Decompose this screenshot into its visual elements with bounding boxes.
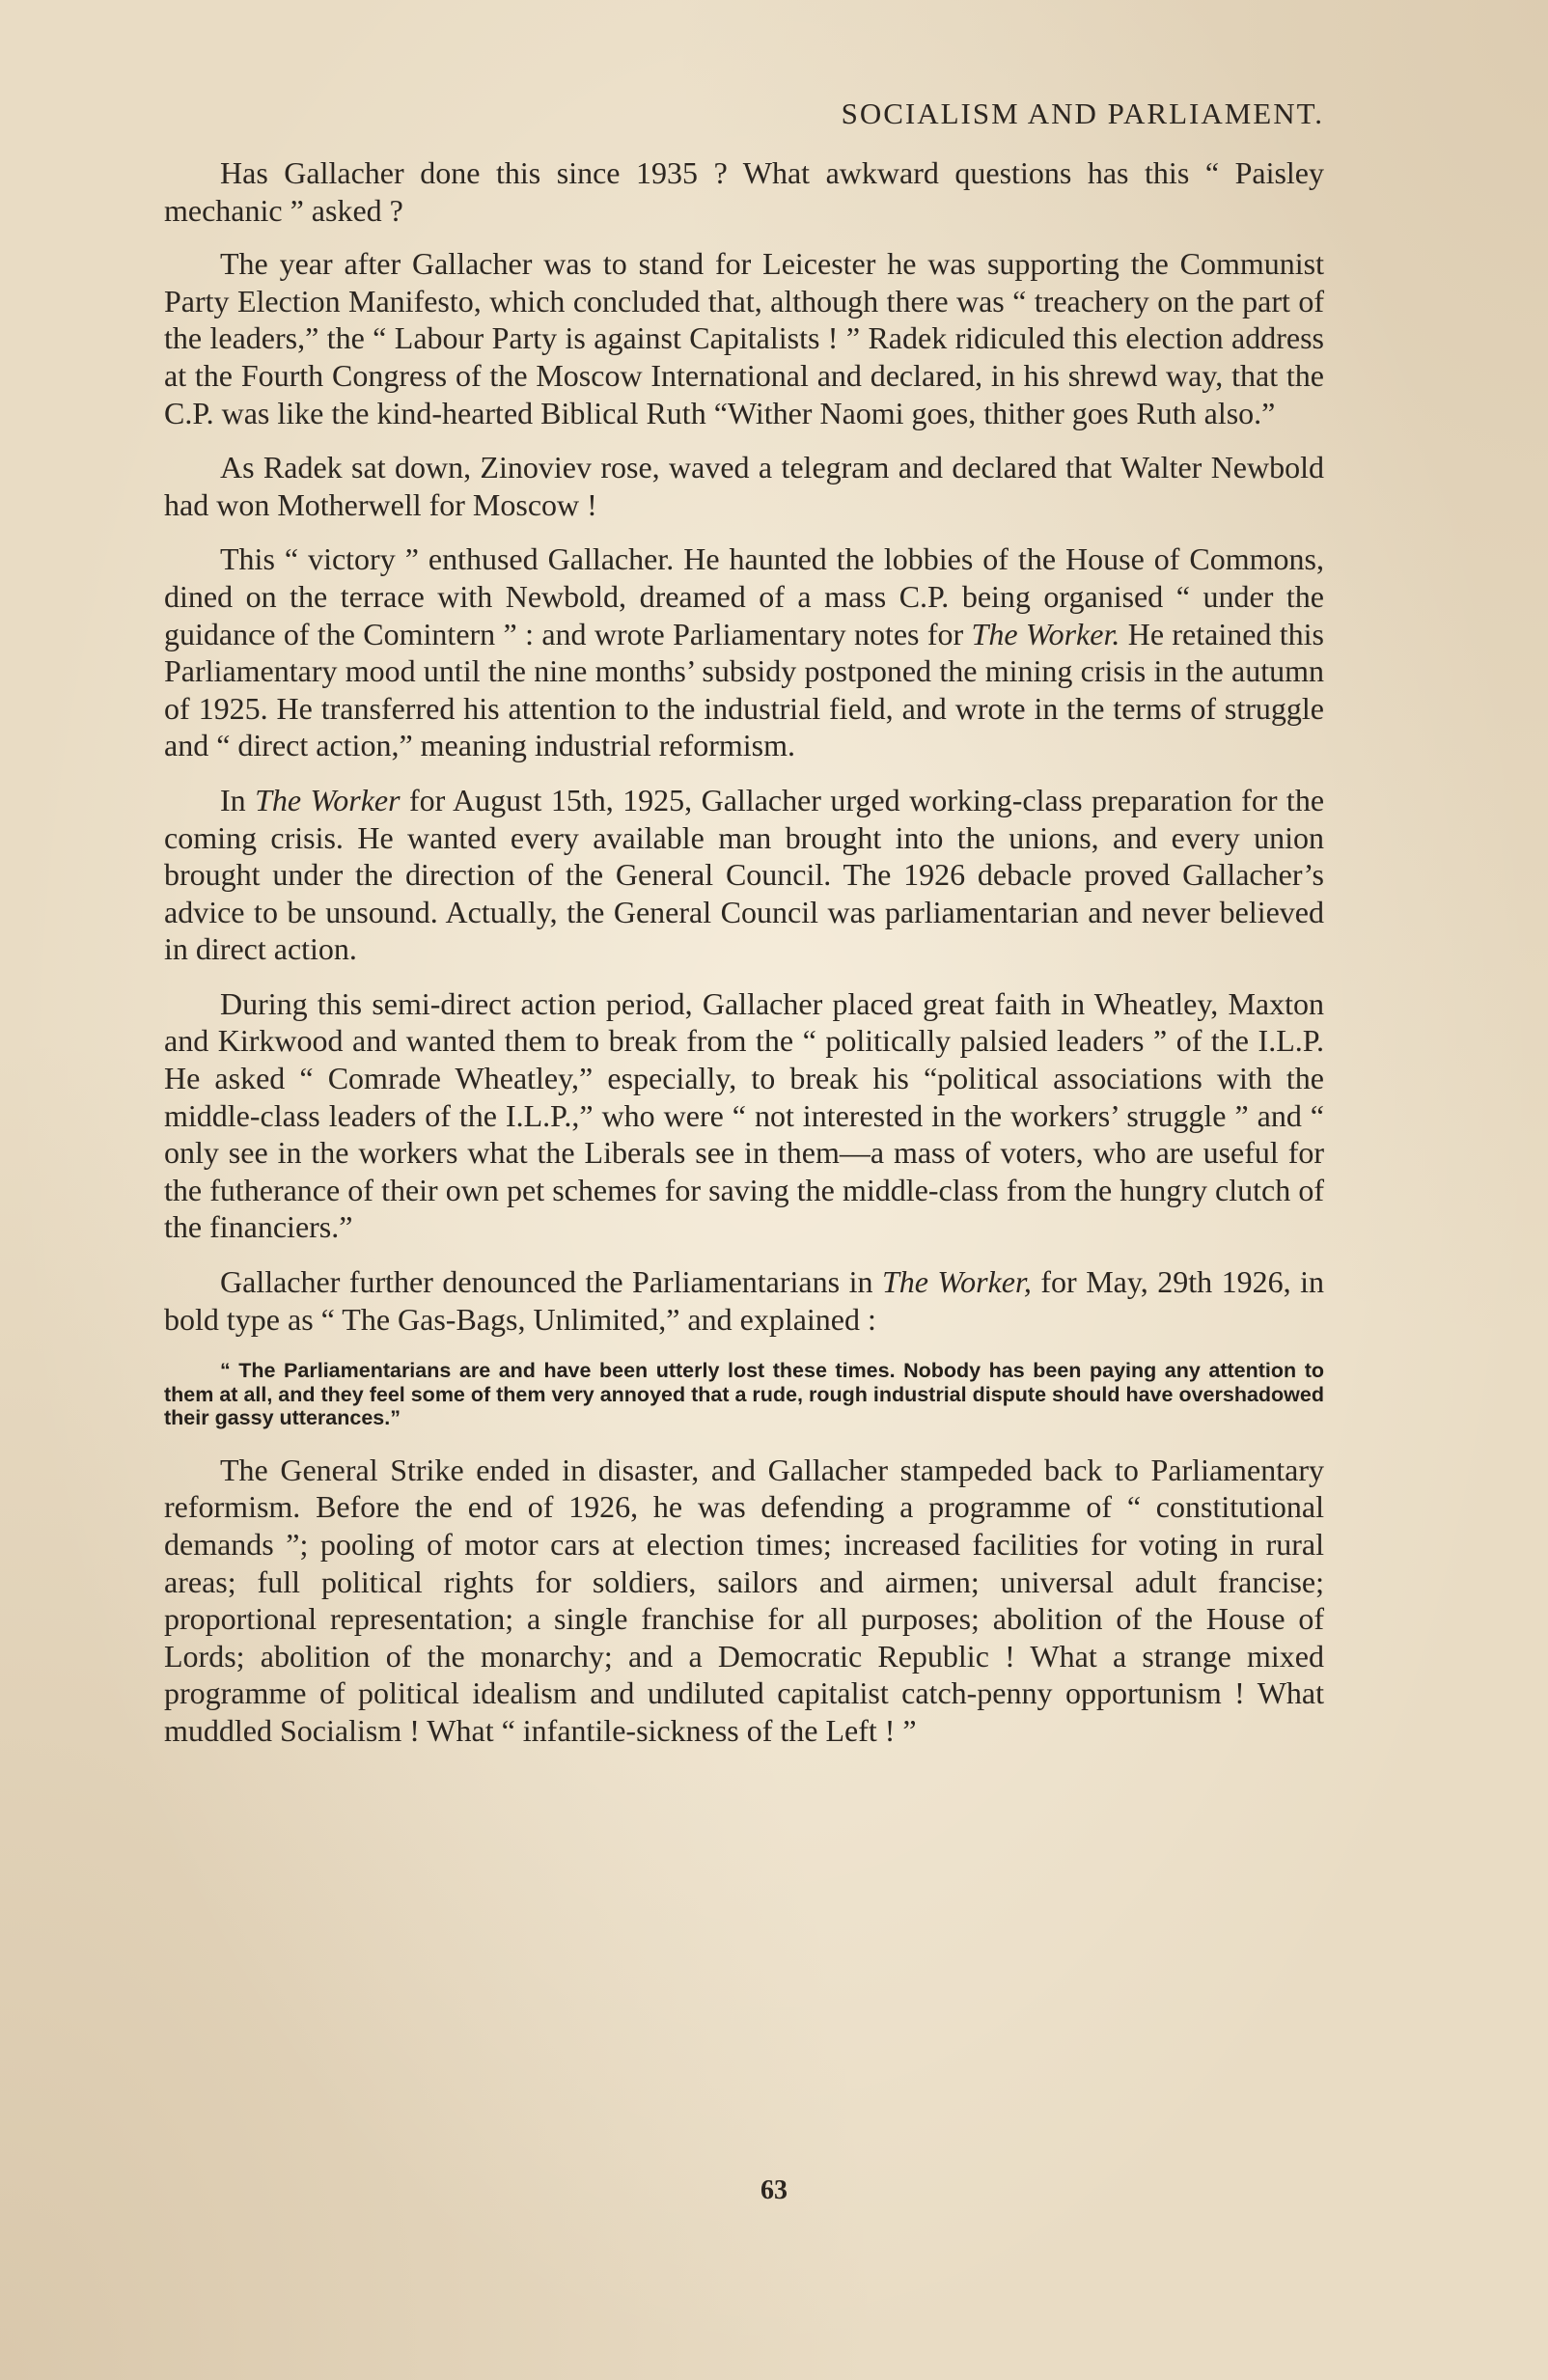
paragraph-4-text-b: He retained this Parliamentary mood until the nine months’ subsidy postponed the mining crisis in the autumn of 1925. He transferred his attention to the industrial field, and wrote in the terms of struggle and “ direct action,” meaning industrial reformism. xyxy=(164,616,1325,763)
paragraph-5-italic-title: The Worker xyxy=(255,782,401,817)
paragraph-1: Has Gallacher done this since 1935 ? What awkward questions has this “ Paisley mechanic ” asked ? xyxy=(164,155,1324,228)
running-head: SOCIALISM AND PARLIAMENT. xyxy=(841,97,1324,130)
paragraph-7-text-b: for May, 29th 1926, in bold type as “ The Gas-Bags, Unlimited,” and explained : xyxy=(164,1264,1325,1337)
paragraph-5-text-b: for August 15th, 1925, Gallacher urged working-class preparation for the coming crisis. He wanted every available man brought into the unions, and every union brought under the direction of the General Council. The 1926 debacle proved Gallacher’s advice to be unsound. Actually, the General Council was parliamentarian and never believed in direct action. xyxy=(164,782,1325,967)
paragraph-6: During this semi-direct action period, Gallacher placed great faith in Wheatley, Maxton and Kirkwood and wanted them to break from the “ politically palsied leaders ” of the I.L.P. He asked “ Comrade Wheatley,” especially, to break his “political associations with the middle-class leaders of the I.L.P.,” who were “ not interested in the workers’ struggle ” and “ only see in the workers what the Liberals see in them—a mass of voters, who are useful for the futherance of their own pet schemes for saving the middle-class from the hungry clutch of the financiers.” xyxy=(164,985,1324,1245)
paragraph-4-italic-title: The Worker. xyxy=(971,616,1120,651)
book-page xyxy=(164,95,1324,1766)
paragraph-4-text-a: This “ victory ” enthused Gallacher. He haunted the lobbies of the House of Commons, dined on the terrace with Newbold, dreamed of a mass C.P. being organised “ under the guidance of the Comintern ” : and wrote Parliamentary notes for xyxy=(164,541,1324,651)
paragraph-7-italic-title: The Worker, xyxy=(881,1264,1032,1300)
paragraph-5-text-a: In xyxy=(220,782,256,817)
paragraph-7-text-a: Gallacher further denounced the Parliamentarians in xyxy=(220,1264,882,1300)
block-quote: “ The Parliamentarians are and have been utterly lost these times. Nobody has been paying any attention to them at all, and they feel some of them very annoyed that a rude, rough industrial dispute should have overshadowed their gassy utterances.” xyxy=(164,1359,1324,1430)
paragraph-7 xyxy=(164,1263,1324,1338)
paragraph-5 xyxy=(164,782,1324,968)
paragraph-4 xyxy=(164,540,1324,764)
paragraph-3: As Radek sat down, Zinoviev rose, waved a telegram and declared that Walter Newbold had won Motherwell for Moscow ! xyxy=(164,450,1324,522)
closing-paragraph: The General Strike ended in disaster, and Gallacher stampeded back to Parliamentary reformism. Before the end of 1926, he was defending a programme of “ constitutional demands ”; pooling of motor cars at election times; increased facilities for voting in rural areas; full political rights for soldiers, sailors and airmen; universal adult francise; proportional representation; a single franchise for all purposes; abolition of the House of Lords; abolition of the monarchy; and a Democratic Republic ! What a strange mixed programme of political idealism and undiluted capitalist catch-penny opportunism ! What muddled Socialism ! What “ infantile-sickness of the Left ! ” xyxy=(164,1452,1324,1748)
page-number: 63 xyxy=(760,2175,788,2205)
paragraph-2: The year after Gallacher was to stand for Leicester he was supporting the Communist Party Election Manifesto, which concluded that, although there was “ treachery on the part of the leaders,” the “ Labour Party is against Capitalists ! ” Radek ridiculed this election address at the Fourth Congress of the Moscow International and declared, in his shrewd way, that the C.P. was like the kind-hearted Biblical Ruth “Wither Naomi goes, thither goes Ruth also.” xyxy=(164,246,1324,430)
